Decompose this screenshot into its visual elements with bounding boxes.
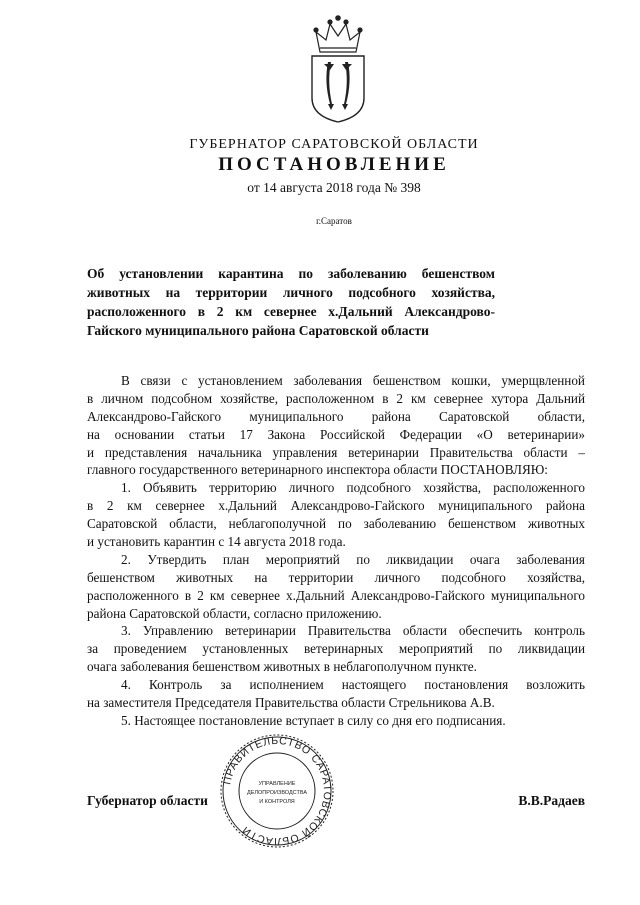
body-line: и установить карантин с 14 августа 2018 года.	[87, 534, 346, 550]
signatory-title: Губернатор области	[87, 793, 208, 808]
subject-line: Об установлении карантина по заболеванию бешенством	[87, 266, 495, 281]
body-line: на основании статьи 17 Закона Российской Федерации «О ветеринарии»	[87, 426, 585, 442]
coat-of-arms-icon	[306, 12, 370, 124]
document-date-number: от 14 августа 2018 года № 398	[247, 180, 421, 195]
body-line: расположенного в 2 км севернее х.Дальний Александрово-Гайского муниципального	[87, 587, 585, 603]
document-city: г.Саратов	[316, 216, 352, 226]
body-line: 2. Утвердить план мероприятий по ликвидации очага заболевания	[121, 551, 585, 567]
document-type: ПОСТАНОВЛЕНИЕ	[218, 154, 450, 175]
body-line: района Саратовской области, согласно приложению.	[87, 605, 382, 621]
body-line: за проведением установленных ветеринарных мероприятий по ликвидации	[87, 641, 585, 657]
body-line: очага заболевания бешенством животных в неблагополучном пункте.	[87, 659, 477, 675]
body-line: Саратовской области, неблагополучной по заболеванию бешенством животных	[87, 516, 585, 532]
seal-center-line: УПРАВЛЕНИЕ	[258, 781, 296, 787]
body-line: в 2 км севернее х.Дальний Александрово-Гайского муниципального района	[87, 498, 585, 514]
body-line: на заместителя Председателя Правительства области Стрельникова А.В.	[87, 695, 495, 711]
signatory-name: В.В.Радаев	[518, 793, 585, 808]
seal-ring-text: ПРАВИТЕЛЬСТВО САРАТОВСКОЙ ОБЛАСТИ	[221, 734, 334, 848]
issuing-authority: ГУБЕРНАТОР САРАТОВСКОЙ ОБЛАСТИ	[189, 137, 479, 152]
body-line: в личном подсобном хозяйстве, расположенном в 2 км севернее хутора Дальний	[87, 390, 585, 406]
document-subject	[87, 264, 495, 340]
subject-line: животных на территории личного подсобного хозяйства,	[87, 285, 495, 300]
body-line: и представления начальника управления ветеринарии Правительства области –	[87, 444, 585, 460]
document-body	[87, 372, 585, 730]
body-line: 1. Объявить территорию личного подсобного хозяйства, расположенного	[121, 480, 585, 496]
body-line: бешенством животных на территории личного подсобного хозяйства,	[87, 569, 585, 585]
body-line: 4. Контроль за исполнением настоящего постановления возложить	[121, 677, 585, 693]
official-seal-icon	[218, 730, 336, 852]
seal-center-line: И КОНТРОЛЯ	[259, 799, 295, 805]
body-line: 5. Настоящее постановление вступает в силу со дня его подписания.	[121, 712, 506, 728]
seal-center-line: ДЕЛОПРОИЗВОДСТВА	[246, 790, 308, 796]
body-line: Александрово-Гайского муниципального района Саратовской области,	[87, 408, 585, 424]
body-line: В связи с установлением заболевания бешенством кошки, умерщвленной	[121, 373, 585, 388]
body-line: главного государственного ветеринарного инспектора области ПОСТАНОВЛЯЮ:	[87, 462, 548, 478]
subject-line: расположенного в 2 км севернее х.Дальний Александрово-	[87, 304, 495, 319]
subject-line: Гайского муниципального района Саратовской области	[87, 323, 429, 338]
body-line: 3. Управлению ветеринарии Правительства области обеспечить контроль	[121, 623, 585, 639]
